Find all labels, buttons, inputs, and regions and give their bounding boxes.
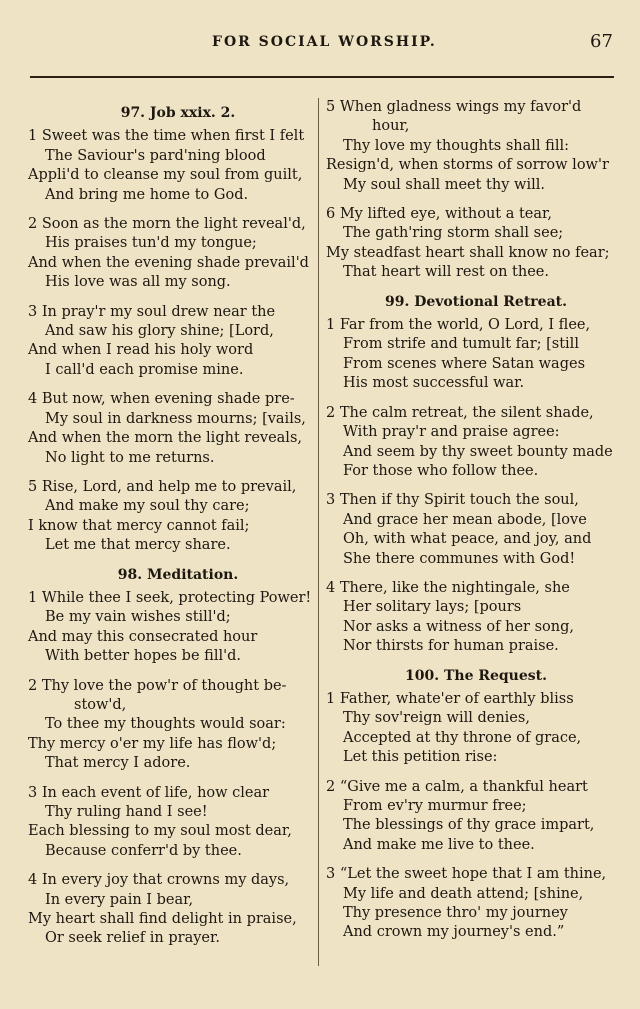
verse-line: And saw his glory shine; [Lord,: [45, 323, 274, 340]
stanza: [326, 316, 626, 394]
stanza: [326, 98, 626, 195]
stanza: [326, 865, 626, 943]
verse-line: The gath'ring storm shall see;: [343, 225, 564, 242]
verse-line: With pray'r and praise agree:: [343, 424, 560, 441]
verse-line: And when the evening shade prevail'd: [28, 254, 309, 271]
stanza: [326, 778, 626, 856]
verse-line: My heart shall find delight in praise,: [28, 911, 297, 928]
verse-line: From scenes where Satan wages: [343, 355, 586, 372]
verse-line: His praises tun'd my tongue;: [45, 235, 257, 252]
page-header: [0, 31, 640, 56]
verse-line: And crown my journey's end.”: [343, 924, 565, 941]
verse-line: I know that mercy cannot fail;: [28, 517, 250, 534]
hymn-title: 98. Meditation.: [117, 566, 239, 583]
verse-line: Because conferr'd by thee.: [45, 842, 242, 859]
stanza: [28, 871, 328, 949]
verse-line: And make me live to thee.: [343, 836, 535, 853]
verse-line: hour,: [372, 118, 410, 135]
verse-line: Thy presence thro' my journey: [343, 905, 568, 922]
header-rule: [30, 76, 614, 78]
verse-line: That mercy I adore.: [45, 755, 191, 772]
page-number: 67: [590, 31, 613, 52]
verse-line: 4 But now, when evening shade pre-: [28, 391, 295, 408]
verse-line: 3 In pray'r my soul drew near the: [28, 303, 276, 320]
verse-line: And bring me home to God.: [45, 186, 249, 203]
verse-line: With better hopes be fill'd.: [45, 648, 241, 665]
stanza: [28, 589, 328, 667]
verse-line: I call'd each promise mine.: [45, 361, 244, 378]
verse-line: 2 Soon as the morn the light reveal'd,: [28, 216, 306, 233]
verse-line: His most successful war.: [343, 375, 525, 392]
verse-line: Nor thirsts for human praise.: [343, 638, 559, 655]
verse-line: 1 While thee I seek, protecting Power!: [28, 589, 312, 606]
verse-line: Nor asks a witness of her song,: [343, 618, 574, 635]
verse-line: Thy love my thoughts shall fill:: [343, 137, 569, 154]
hymn-title: 100. The Request.: [405, 667, 547, 684]
stanza: [28, 215, 328, 293]
verse-line: From ev'ry murmur free;: [343, 798, 527, 814]
verse-line: That heart will rest on thee.: [343, 264, 549, 281]
verse-line: And when the morn the light reveals,: [28, 430, 302, 447]
verse-line: Each blessing to my soul most dear,: [28, 823, 292, 840]
verse-line: 2 Thy love the pow'r of thought be-: [28, 677, 287, 694]
verse-line: And make my soul thy care;: [45, 498, 250, 515]
stanza: [28, 127, 328, 205]
stanza: [28, 784, 328, 862]
verse-line: Thy mercy o'er my life has flow'd;: [28, 735, 277, 752]
verse-line: And when I read his holy word: [28, 342, 254, 359]
stanza: [326, 404, 626, 482]
hymn-title: 97. Job xxix. 2.: [120, 105, 236, 121]
verse-line: Accepted at thy throne of grace,: [343, 729, 582, 746]
verse-line: Resign'd, when storms of sorrow low'r: [326, 157, 609, 174]
verse-line: stow'd,: [74, 696, 127, 713]
verse-line: My life and death attend; [shine,: [343, 885, 584, 902]
verse-line: No light to me returns.: [45, 449, 215, 466]
verse-line: Let me that mercy share.: [45, 537, 231, 554]
column-divider: [318, 98, 319, 966]
verse-line: 4 In every joy that crowns my days,: [28, 872, 290, 889]
verse-line: My soul in darkness mourns; [vails,: [45, 410, 306, 427]
verse-line: Or seek relief in prayer.: [45, 930, 220, 947]
verse-line: She there communes with God!: [343, 550, 576, 567]
verse-line: The Saviour's pard'ning blood: [45, 147, 266, 164]
verse-line: Oh, with what peace, and joy, and: [343, 531, 592, 548]
verse-line: 3 Then if thy Spirit touch the soul,: [326, 492, 579, 509]
verse-line: And grace her mean abode, [love: [343, 511, 587, 528]
verse-line: To thee my thoughts would soar:: [45, 716, 286, 733]
verse-line: For those who follow thee.: [343, 462, 539, 479]
verse-line: In every pain I bear,: [45, 891, 194, 908]
verse-line: My steadfast heart shall know no fear;: [326, 244, 610, 261]
verse-line: Thy sov'reign will denies,: [343, 710, 530, 727]
verse-line: 6 My lifted eye, without a tear,: [326, 206, 552, 223]
stanza: [28, 390, 328, 468]
verse-line: 2 The calm retreat, the silent shade,: [326, 404, 594, 421]
verse-line: 1 Sweet was the time when first I felt: [28, 128, 305, 145]
verse-line: 3 In each event of life, how clear: [28, 784, 270, 801]
running-title: FOR SOCIAL WORSHIP.: [212, 34, 437, 50]
verse-line: From strife and tumult far; [still: [343, 336, 579, 353]
stanza: [28, 303, 328, 381]
left-column: [28, 98, 328, 959]
stanza: [28, 478, 328, 556]
hymn-title: 99. Devotional Retreat.: [384, 293, 568, 310]
verse-line: Let this petition rise:: [343, 749, 498, 766]
verse-line: 3 “Let the sweet hope that I am thine,: [326, 866, 607, 883]
verse-line: 2 “Give me a calm, a thankful heart: [326, 778, 588, 795]
verse-line: And may this consecrated hour: [28, 628, 258, 645]
stanza: [28, 677, 328, 774]
verse-line: Thy ruling hand I see!: [45, 804, 208, 820]
verse-line: 5 When gladness wings my favor'd: [326, 99, 582, 115]
verse-line: And seem by thy sweet bounty made: [343, 443, 613, 460]
verse-line: Be my vain wishes still'd;: [45, 609, 231, 626]
verse-line: 1 Father, whate'er of earthly bliss: [326, 690, 574, 707]
verse-line: Her solitary lays; [pours: [343, 599, 522, 616]
verse-line: His love was all my song.: [45, 274, 231, 291]
verse-line: 4 There, like the nightingale, she: [326, 579, 570, 596]
stanza: [326, 690, 626, 768]
stanza: [326, 491, 626, 569]
stanza: [326, 579, 626, 657]
verse-line: My soul shall meet thy will.: [343, 176, 545, 193]
right-column: [326, 98, 626, 953]
verse-line: 5 Rise, Lord, and help me to prevail,: [28, 478, 297, 495]
verse-line: 1 Far from the world, O Lord, I flee,: [326, 317, 591, 334]
stanza: [326, 205, 626, 283]
verse-line: Appli'd to cleanse my soul from guilt,: [28, 167, 303, 184]
verse-line: The blessings of thy grace impart,: [343, 817, 595, 834]
